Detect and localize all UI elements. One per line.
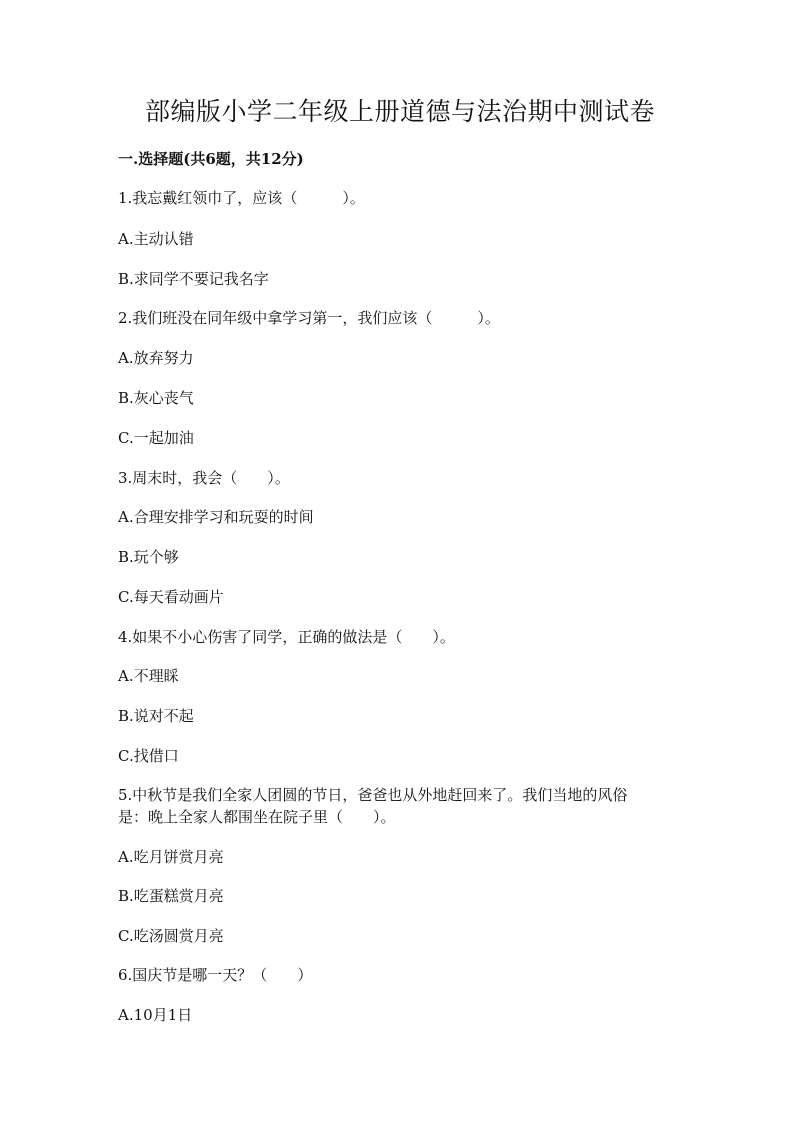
answer-option: A.吃月饼赏月亮 (118, 848, 224, 866)
exam-title: 部编版小学二年级上册道德与法治期中测试卷 (144, 97, 655, 126)
answer-option: B.求同学不要记我名字 (118, 270, 269, 288)
question-stem-line: 5.中秋节是我们全家人团圆的节日，爸爸也从外地赶回来了。我们当地的风俗 (118, 786, 628, 804)
question-stem: 2.我们班没在同年级中拿学习第一，我们应该（ ）。 (118, 309, 500, 327)
question-stem: 1.我忘戴红领巾了，应该（ ）。 (118, 189, 365, 207)
answer-option: A.主动认错 (118, 230, 194, 248)
answer-option: A.不理睬 (118, 667, 179, 685)
answer-option: B.玩个够 (118, 548, 179, 566)
answer-option: C.找借口 (118, 747, 179, 765)
answer-option: B.灰心丧气 (118, 389, 194, 407)
answer-option: A.10月1日 (118, 1006, 193, 1024)
answer-option: C.每天看动画片 (118, 588, 224, 606)
answer-option: A.合理安排学习和玩耍的时间 (118, 508, 314, 526)
answer-option: C.一起加油 (118, 429, 194, 447)
question-stem-line: 是：晚上全家人都围坐在院子里（ ）。 (118, 808, 396, 826)
section-heading: 一.选择题(共6题，共12分) (118, 150, 304, 168)
question-stem: 4.如果不小心伤害了同学，正确的做法是（ ）。 (118, 628, 455, 646)
answer-option: A.放弃努力 (118, 349, 194, 367)
answer-option: B.吃蛋糕赏月亮 (118, 887, 224, 905)
answer-option: B.说对不起 (118, 707, 194, 725)
answer-option: C.吃汤圆赏月亮 (118, 927, 224, 945)
question-stem: 3.周末时，我会（ ）。 (118, 469, 290, 487)
question-stem: 6.国庆节是哪一天？（ ） (118, 966, 313, 984)
